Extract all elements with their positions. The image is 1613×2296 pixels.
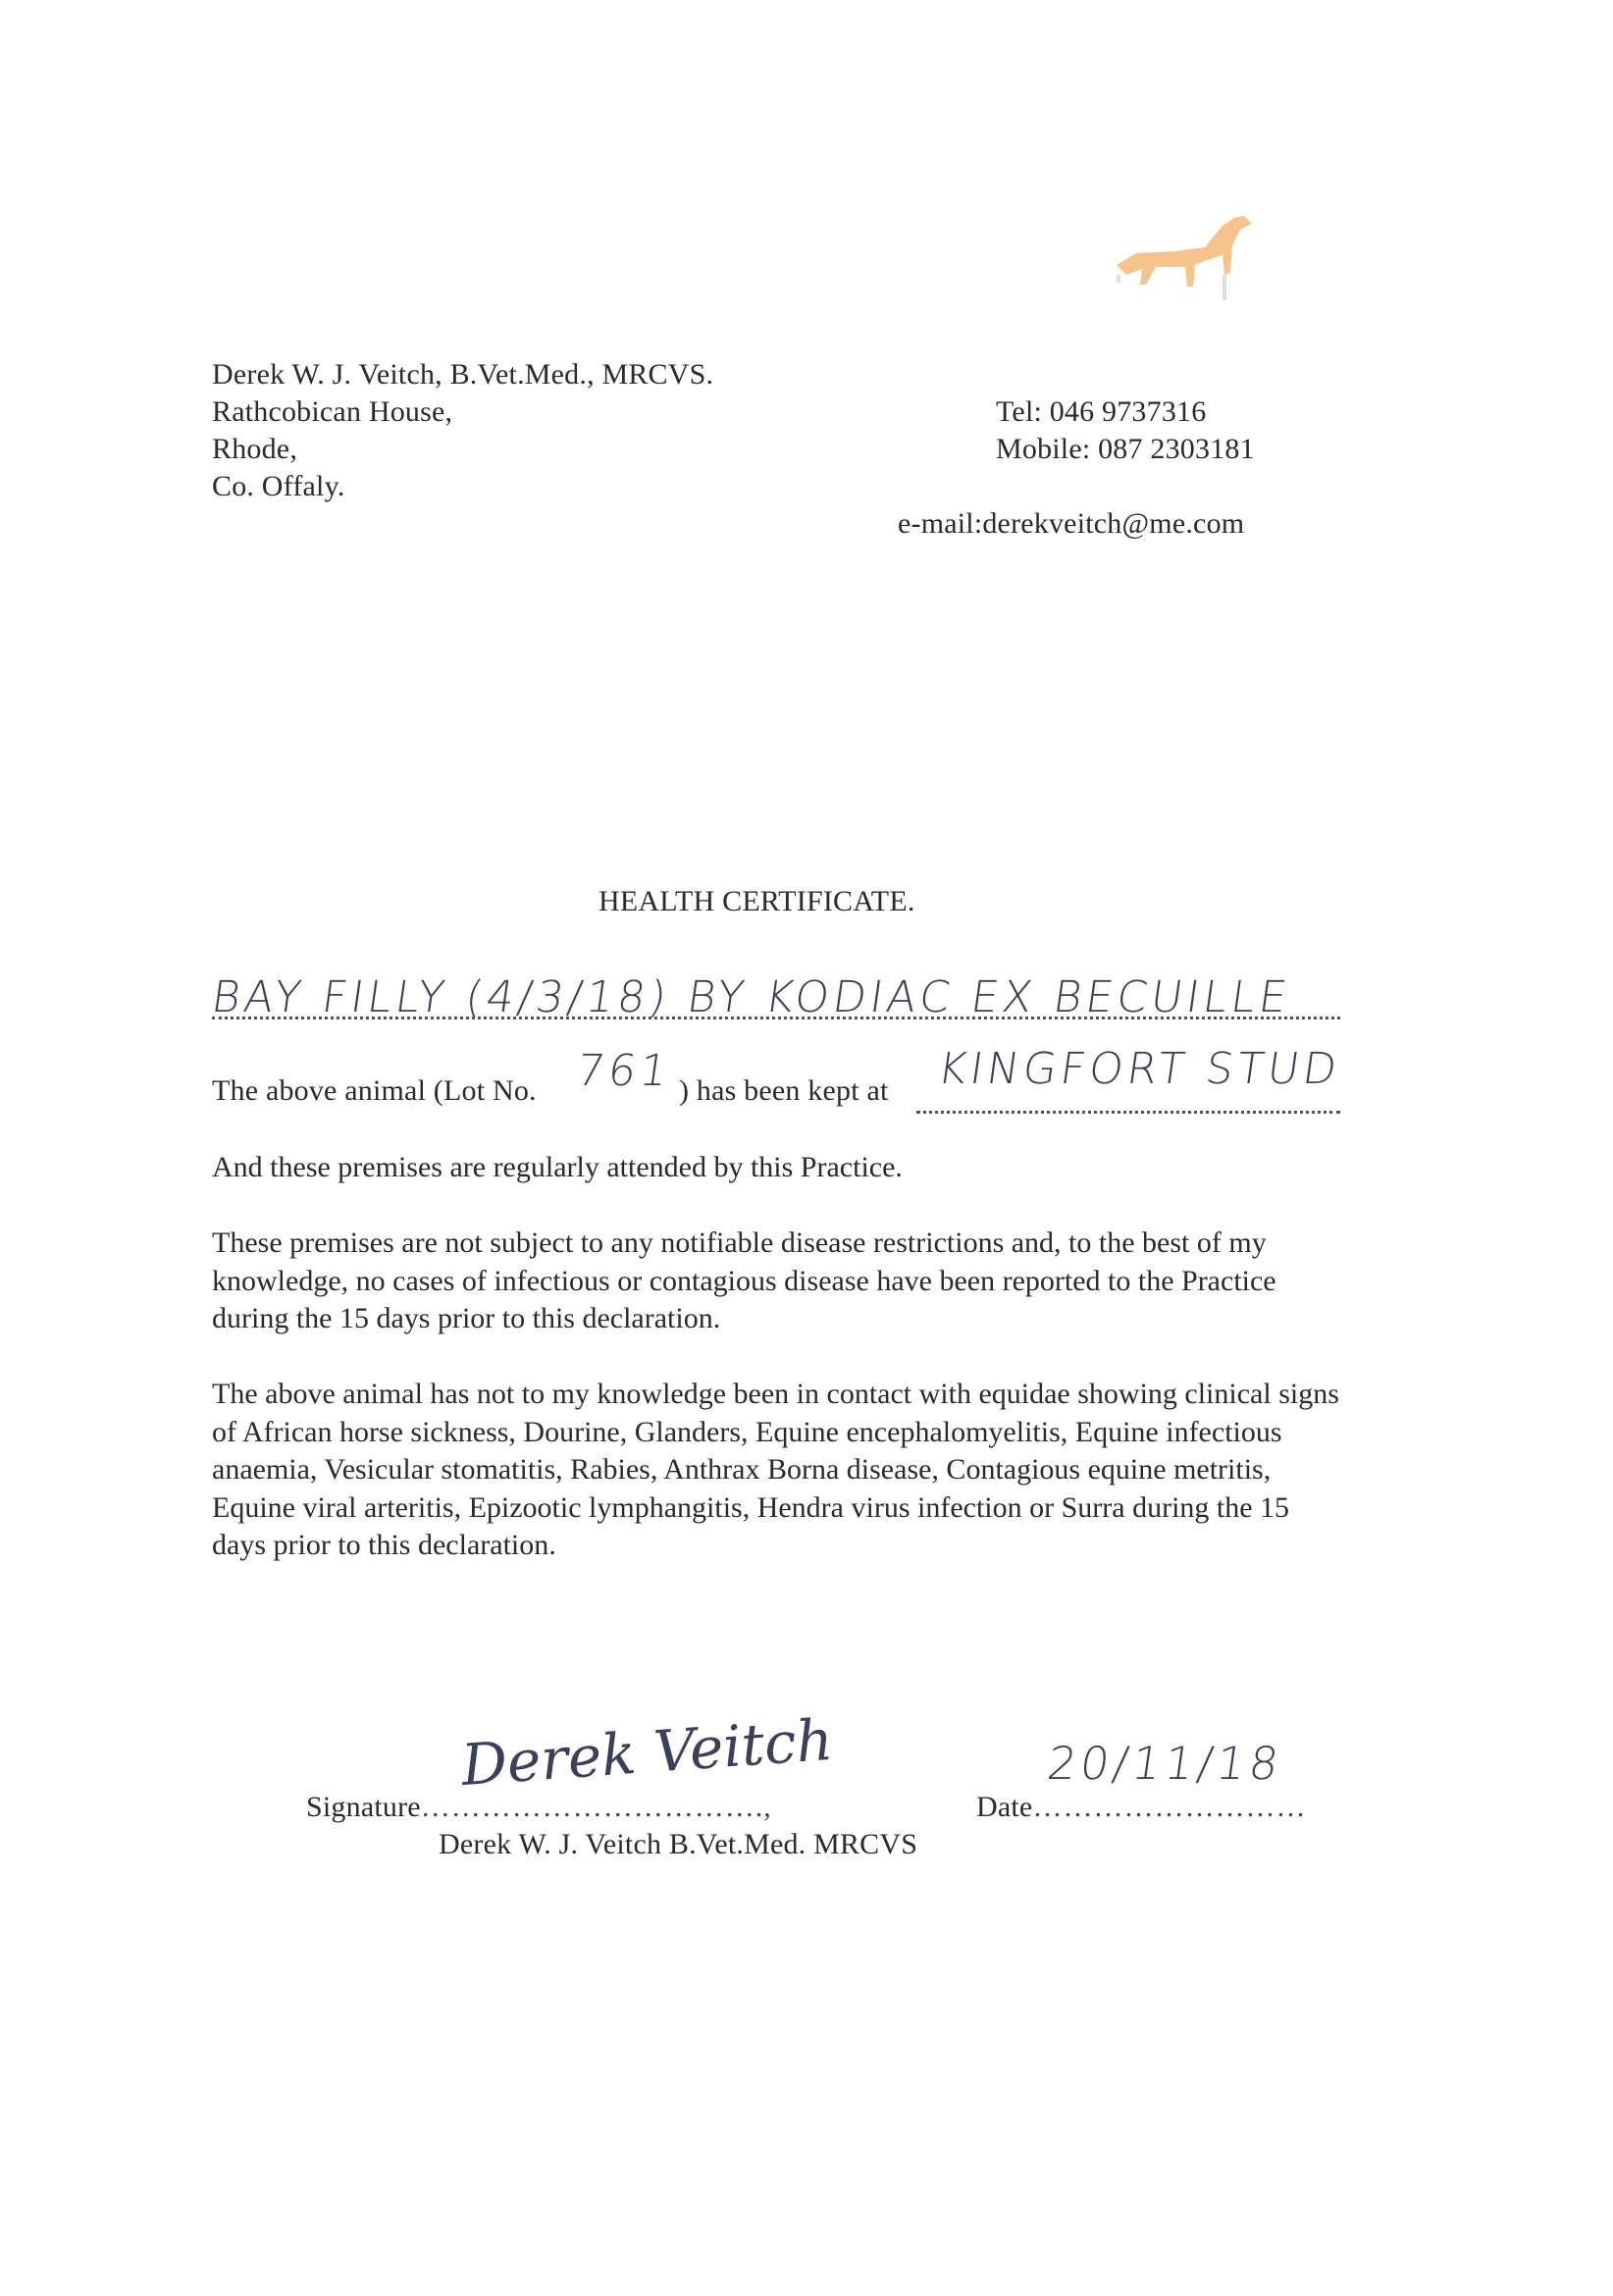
vet-name: Derek W. J. Veitch, B.Vet.Med., MRCVS. bbox=[212, 358, 714, 391]
paragraph-restrictions bbox=[212, 1225, 1340, 1338]
handwritten-signature: Derek Veitch bbox=[459, 1705, 835, 1800]
date-label-text: Date bbox=[976, 1791, 1033, 1823]
mobile-number: Mobile: 087 2303181 bbox=[996, 433, 1255, 465]
paragraph-contact bbox=[212, 1376, 1340, 1565]
lot-line bbox=[212, 1044, 1344, 1118]
signer-name: Derek W. J. Veitch B.Vet.Med. MRCVS bbox=[439, 1828, 918, 1860]
address-line-3: Co. Offaly. bbox=[212, 470, 345, 502]
paragraph-attended bbox=[212, 1149, 1340, 1187]
description-line bbox=[208, 972, 1340, 1025]
email-address: e-mail:derekveitch@me.com bbox=[898, 507, 1245, 540]
certificate-title: HEALTH CERTIFICATE. bbox=[598, 885, 915, 917]
kept-at-text: ) has been kept at bbox=[679, 1074, 889, 1107]
lot-prefix: The above animal (Lot No. bbox=[212, 1074, 537, 1107]
handwritten-description: BAY FILLY (4/3/18) BY KODIAC EX BECUILLE bbox=[208, 972, 1294, 1022]
date-label: Date……………………… bbox=[976, 1791, 1307, 1823]
paragraph-2: These premises are not subject to any notifiable disease restrictions and, to the best of my knowledge, no cases of infectious or contagious disease have been reported to the Practice during the 15 days prior to this declaration. bbox=[212, 1226, 1276, 1334]
tel-number: Tel: 046 9737316 bbox=[996, 395, 1207, 428]
paragraph-1: And these premises are regularly attended by this Practice. bbox=[212, 1151, 903, 1183]
handwritten-date: 20/11/18 bbox=[1044, 1737, 1286, 1790]
lot-number: 761 bbox=[573, 1046, 675, 1096]
signature-label: Signature……………………………., bbox=[306, 1791, 772, 1823]
paragraph-3: The above animal has not to my knowledge been in contact with equidae showing clinical signs of African horse sickness, Dourine, Glanders, Equine encephalomyelitis, Equine infectious anaemia, Vesicular stomatitis, Rabies, Anthrax Borna disease, Contagious equine metritis, Equine viral arteritis, Epizootic lymphangitis, Hendra virus infection or Surra during the 15 days prior to this declaration. bbox=[212, 1378, 1339, 1561]
address-line-2: Rhode, bbox=[212, 433, 298, 465]
signature-label-text: Signature bbox=[306, 1791, 421, 1823]
address-line-1: Rathcobican House, bbox=[212, 395, 453, 428]
horse-logo-icon bbox=[1097, 196, 1274, 314]
premises-name: KINGFORT STUD bbox=[934, 1044, 1344, 1094]
